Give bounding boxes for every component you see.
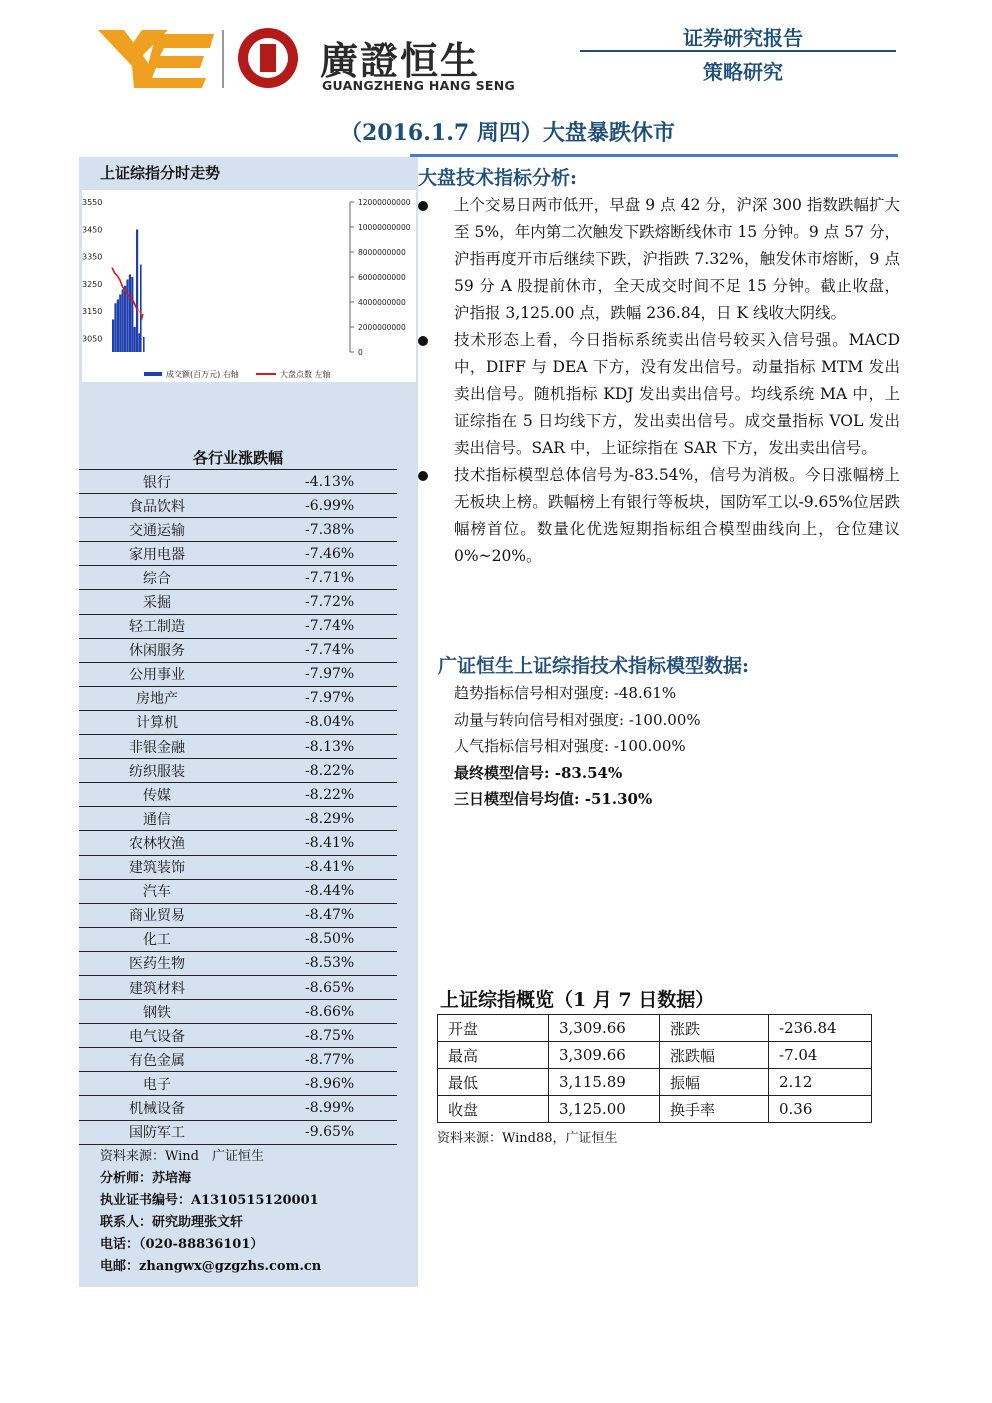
table-cell: 涨跌幅: [660, 1042, 769, 1069]
industry-name: 建筑材料: [79, 975, 305, 999]
industry-name: 公用事业: [79, 662, 305, 686]
bullet-icon: [418, 201, 428, 211]
industry-name: 传媒: [79, 783, 305, 807]
volume-bar: [126, 280, 128, 353]
industry-name: 通信: [79, 807, 305, 831]
seal-icon: [238, 28, 298, 88]
table-row: [79, 951, 397, 975]
source-note: 资料来源：Wind 广证恒生: [100, 1149, 264, 1164]
table-row: [79, 855, 397, 879]
industry-name: 钢铁: [79, 1000, 305, 1024]
sentiment-signal: 人气指标信号相对强度: -100.00%: [454, 737, 686, 755]
industry-name: 农林牧渔: [79, 831, 305, 855]
table-row: [79, 470, 397, 494]
cert-number: 执业证书编号：A1310515120001: [100, 1193, 319, 1208]
table-row: [79, 686, 397, 710]
analysis-text: 上个交易日两市低开，早盘 9 点 42 分，沪深 300 指数跌幅扩大至 5%，年内第二次触发下跌熔断线休市 15 分钟。9 点 57 分，沪指再度开市后继续下跌，沪指跌 7.32%，触发休市熔断，9 点 59 分 A 股提前休市，全天成交时间不足 15 分钟。截止收盘，沪指报 3,125.00 点，跌幅 236.84，日 K 线收大阴线。: [454, 196, 900, 322]
bullet-icon: [418, 336, 428, 346]
analysis-bullet: [418, 327, 900, 462]
table-cell: 换手率: [660, 1096, 769, 1123]
table-cell: -7.04: [769, 1042, 872, 1069]
analysis-title: 大盘技术指标分析:: [418, 167, 578, 189]
table-cell: 开盘: [438, 1015, 549, 1042]
industry-change: -7.97%: [305, 662, 397, 686]
logo-divider: [222, 30, 224, 88]
volume-bar: [122, 290, 124, 353]
industry-change: -8.66%: [305, 1000, 397, 1024]
industry-table-title: 各行业涨跌幅: [193, 449, 284, 467]
overview-table: [437, 1014, 872, 1123]
table-row: [79, 975, 397, 999]
industry-change: -4.13%: [305, 470, 397, 494]
table-cell: -236.84: [769, 1015, 872, 1042]
industry-name: 计算机: [79, 710, 305, 734]
report-type: 证券研究报告: [683, 26, 803, 50]
industry-name: 纺织服装: [79, 759, 305, 783]
industry-change: -8.65%: [305, 975, 397, 999]
table-cell: 最低: [438, 1069, 549, 1096]
table-cell: 涨跌: [660, 1015, 769, 1042]
overview-source: 资料来源：Wind88，广证恒生: [437, 1131, 618, 1146]
table-cell: 2.12: [769, 1069, 872, 1096]
industry-change: -8.29%: [305, 807, 397, 831]
table-cell: 最高: [438, 1042, 549, 1069]
industry-change: -8.04%: [305, 710, 397, 734]
table-cell: 3,125.00: [549, 1096, 660, 1123]
table-row: [79, 614, 397, 638]
y-right-tick-label: 8000000000: [358, 248, 406, 257]
report-category: 策略研究: [703, 60, 783, 84]
table-row: [79, 662, 397, 686]
industry-change: -8.50%: [305, 927, 397, 951]
table-row: [438, 1069, 872, 1096]
industry-name: 商业贸易: [79, 903, 305, 927]
phone: 电话：（020-88836101）: [100, 1237, 264, 1252]
industry-change: -7.74%: [305, 614, 397, 638]
page-title: （2016.1.7 周四）大盘暴跌休市: [340, 120, 675, 146]
model-data: [454, 680, 701, 813]
volume-bar: [140, 265, 142, 353]
table-row: [79, 518, 397, 542]
volume-bar: [119, 295, 121, 353]
industry-change: -9.65%: [305, 1120, 397, 1144]
title-underline: [410, 154, 898, 157]
brand-name-en: GUANGZHENG HANG SENG: [322, 78, 516, 93]
analysis-bullet: [418, 192, 900, 327]
table-cell: 收盘: [438, 1096, 549, 1123]
volume-bar: [112, 320, 114, 353]
volume-bar: [114, 303, 116, 352]
industry-change: -7.46%: [305, 542, 397, 566]
table-cell: 0.36: [769, 1096, 872, 1123]
contact-person: 联系人：研究助理张文轩: [100, 1215, 244, 1230]
industry-change: -8.22%: [305, 783, 397, 807]
industry-name: 采掘: [79, 590, 305, 614]
brand-name-cn: 廣證恒生: [320, 39, 481, 83]
table-row: [79, 831, 397, 855]
analysis-text: 技术指标模型总体信号为-83.54%，信号为消极。今日涨幅榜上无板块上榜。跌幅榜上有银行等板块，国防军工以-9.65%位居跌幅榜首位。数量化优选短期指标组合模型曲线向上，仓位建议 0%~20%。: [454, 466, 900, 565]
industry-name: 建筑装饰: [79, 855, 305, 879]
industry-change: -6.99%: [305, 494, 397, 518]
y-right-tick-label: 6000000000: [358, 273, 406, 282]
industry-name: 休闲服务: [79, 638, 305, 662]
industry-change: -8.96%: [305, 1072, 397, 1096]
volume-bar: [131, 277, 133, 352]
final-signal: 最终模型信号: -83.54%: [454, 763, 623, 782]
y-left-tick-label: 3050: [82, 334, 103, 344]
industry-name: 房地产: [79, 686, 305, 710]
y-left-tick-label: 3250: [82, 279, 103, 289]
industry-name: 国防军工: [79, 1120, 305, 1144]
legend-volume-swatch: [144, 372, 162, 376]
volume-bar: [136, 230, 138, 353]
table-row: [79, 735, 397, 759]
y-right-tick-label: 0: [358, 348, 363, 357]
intraday-chart-svg: [82, 190, 416, 382]
table-cell: 3,309.66: [549, 1015, 660, 1042]
industry-name: 医药生物: [79, 951, 305, 975]
industry-name: 化工: [79, 927, 305, 951]
industry-name: 有色金属: [79, 1048, 305, 1072]
industry-name: 电气设备: [79, 1024, 305, 1048]
chart-title: 上证综指分时走势: [100, 164, 221, 182]
analyst-name: 分析师：苏培海: [100, 1171, 192, 1186]
trend-signal: 趋势指标信号相对强度: -48.61%: [454, 684, 677, 702]
industry-name: 综合: [79, 566, 305, 590]
table-row: [79, 1000, 397, 1024]
y-right-tick-label: 4000000000: [358, 298, 406, 307]
intraday-chart: [82, 190, 416, 382]
table-row: [79, 566, 397, 590]
momentum-signal: 动量与转向信号相对强度: -100.00%: [454, 710, 701, 729]
y-left-tick-label: 3550: [82, 198, 103, 207]
table-row: [79, 710, 397, 734]
volume-bar: [129, 275, 131, 353]
table-row: [79, 542, 397, 566]
three-day-signal: 三日模型信号均值: -51.30%: [454, 790, 653, 808]
y-right-tick-label: 12000000000: [358, 198, 411, 207]
table-row: [79, 1024, 397, 1048]
model-title: 广证恒生上证综指技术指标模型数据:: [438, 655, 750, 677]
table-row: [79, 1120, 397, 1144]
volume-bar: [134, 327, 136, 352]
industry-change: -8.41%: [305, 831, 397, 855]
industry-name: 非银金融: [79, 735, 305, 759]
legend-index-label: 大盘点数 左轴: [280, 370, 331, 379]
industry-change: -8.99%: [305, 1096, 397, 1120]
volume-bar: [124, 286, 126, 352]
industry-change: -8.44%: [305, 879, 397, 903]
table-row: [79, 759, 397, 783]
industry-change: -8.41%: [305, 855, 397, 879]
analysis-list: [418, 192, 900, 570]
ye-logo-icon: [98, 28, 216, 90]
industry-change: -7.72%: [305, 590, 397, 614]
table-row: [79, 638, 397, 662]
table-row: [79, 494, 397, 518]
industry-change: -7.71%: [305, 566, 397, 590]
table-cell: 3,309.66: [549, 1042, 660, 1069]
legend-volume-label: 成交额(百万元) 右轴: [166, 370, 239, 379]
volume-bar: [117, 300, 119, 353]
analysis-text: 技术形态上看，今日指标系统卖出信号较买入信号强。MACD 中，DIFF 与 DEA 下方，没有发出信号。动量指标 MTM 发出卖出信号。随机指标 KDJ 发出卖出信号。均线系统 MA 中，上证综指在 5 日均线下方，发出卖出信号。成交量指标 VOL 发出卖出信号。SAR 中，上证综指在 SAR 下方，发出卖出信号。: [454, 331, 900, 457]
industry-name: 家用电器: [79, 542, 305, 566]
bullet-icon: [418, 471, 428, 481]
table-row: [79, 1072, 397, 1096]
table-row: [79, 590, 397, 614]
industry-name: 电子: [79, 1072, 305, 1096]
industry-change: -8.47%: [305, 903, 397, 927]
industry-change: -8.75%: [305, 1024, 397, 1048]
industry-name: 银行: [79, 470, 305, 494]
table-row: [79, 783, 397, 807]
analyst-info: [100, 1146, 321, 1278]
industry-name: 机械设备: [79, 1096, 305, 1120]
table-row: [79, 903, 397, 927]
email: 电邮：zhangwx@gzgzhs.com.cn: [100, 1259, 322, 1274]
table-row: [79, 807, 397, 831]
industry-change: -7.38%: [305, 518, 397, 542]
table-row: [438, 1096, 872, 1123]
volume-bar: [143, 337, 145, 352]
y-left-tick-label: 3450: [82, 225, 103, 235]
table-row: [438, 1042, 872, 1069]
industry-name: 食品饮料: [79, 494, 305, 518]
y-right-tick-label: 10000000000: [358, 223, 411, 232]
industry-change: -8.13%: [305, 735, 397, 759]
table-row: [79, 1048, 397, 1072]
industry-name: 汽车: [79, 879, 305, 903]
industry-change: -7.74%: [305, 638, 397, 662]
industry-change: -8.22%: [305, 759, 397, 783]
header-divider: [580, 50, 896, 52]
industry-change: -8.77%: [305, 1048, 397, 1072]
y-left-tick-label: 3150: [82, 307, 103, 317]
overview-title: 上证综指概览（1 月 7 日数据）: [440, 989, 715, 1011]
analysis-bullet: [418, 462, 900, 570]
table-row: [79, 927, 397, 951]
table-row: [79, 879, 397, 903]
industry-name: 轻工制造: [79, 614, 305, 638]
table-cell: 振幅: [660, 1069, 769, 1096]
table-row: [79, 1096, 397, 1120]
y-left-tick-label: 3350: [82, 252, 103, 262]
table-row: [438, 1015, 872, 1042]
table-cell: 3,115.89: [549, 1069, 660, 1096]
y-right-tick-label: 2000000000: [358, 323, 406, 332]
industry-change: -7.97%: [305, 686, 397, 710]
industry-name: 交通运输: [79, 518, 305, 542]
industry-change: -8.53%: [305, 951, 397, 975]
industry-table: [79, 469, 397, 1145]
